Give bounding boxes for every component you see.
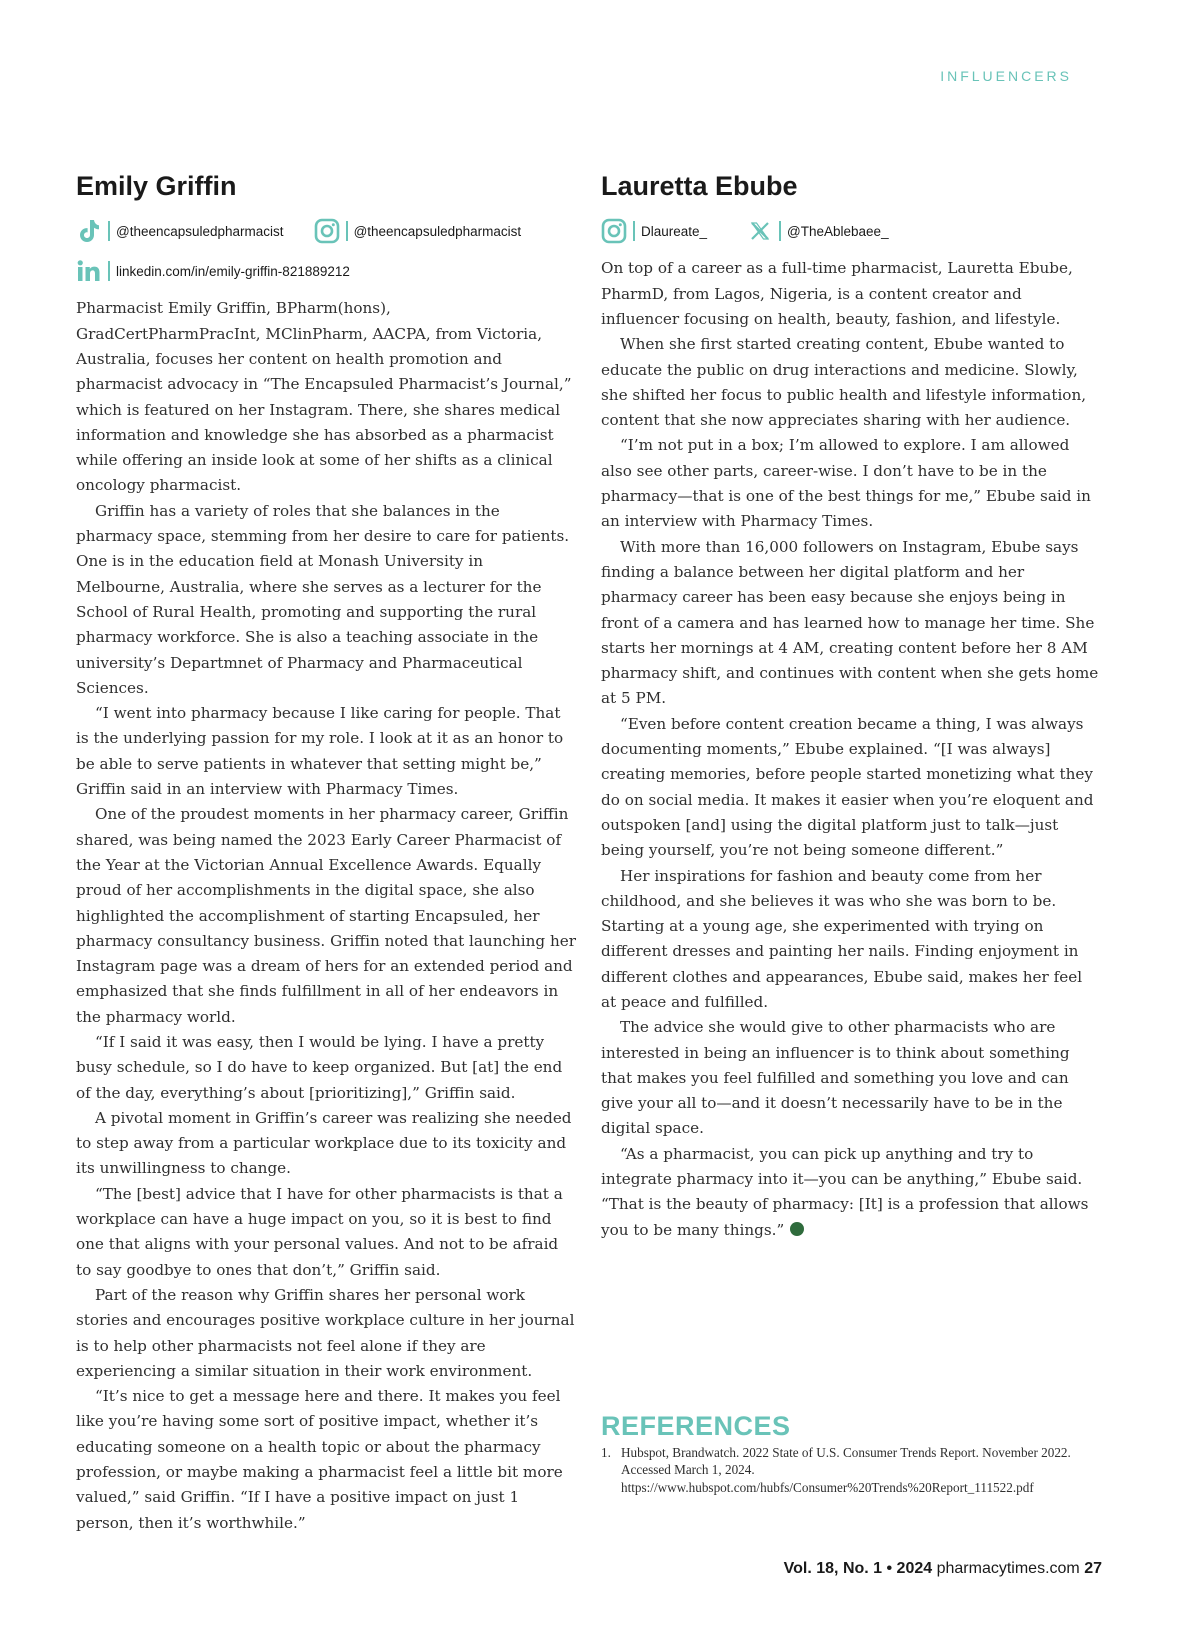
paragraph: “I’m not put in a box; I’m allowed to explore. I am allowed also see other parts, career-wise. I don’t have to be in the pharmacy—that is one of the best things for me,” Ebube said in an interview with Pharmacy Times. — [601, 436, 1091, 531]
references — [601, 1412, 1101, 1496]
paragraph: Part of the reason why Griffin shares her personal work stories and encourages positive workplace culture in her journal is to help other pharmacists not feel alone if they are experiencing a similar situation in their work environment. — [76, 1285, 575, 1380]
paragraph: Griffin has a variety of roles that she balances in the pharmacy space, stemming from her desire to care for patients. One is in the education field at Monash University in Melbourne, Australia, where she serves as a lecturer for the School of Rural Health, promoting and supporting the rural pharmacy workforce. She is also a teaching associate in the university’s Departmnet of Pharmacy and Pharmaceutical Sciences. — [76, 501, 570, 697]
profile-name: Lauretta Ebube — [601, 171, 798, 201]
tiktok-icon — [76, 218, 102, 244]
references-title: REFERENCES — [601, 1411, 791, 1441]
divider — [346, 221, 348, 241]
paragraph: “I went into pharmacy because I like caring for people. That is the underlying passion for my role. I look at it as an honor to be able to serve patients in whatever that setting might be,” Griffin said in an interview with Pharmacy Times. — [76, 704, 564, 799]
instagram-handle[interactable] — [601, 218, 707, 244]
tiktok-handle-text: @theencapsuledpharmacist — [116, 223, 284, 239]
instagram-icon — [314, 218, 340, 244]
x-handle[interactable] — [747, 218, 889, 244]
social-row — [76, 216, 576, 246]
paragraph: One of the proudest moments in her pharmacy career, Griffin shared, was being named the 2023 Early Career Pharmacist of the Year at the Victorian Annual Excellence Awards. Equally proud of her accomplishments in the digital space, she also highlighted the accomplishment of starting Encapsuled, her pharmacy consultancy business. Griffin noted that launching her Instagram page was a dream of hers for an extended period and emphasized that she finds fulfillment in all of her endeavors in the pharmacy world. — [76, 805, 576, 1026]
paragraph: Her inspirations for fashion and beauty come from her childhood, and she believes it was who she was born to be. Starting at a young age, she experimented with trying on different dresses and painting her nails. Finding enjoyment in different clothes and appearances, Ebube said, makes her feel at peace and fulfilled. — [601, 866, 1083, 1011]
instagram-handle-text: Dlaureate_ — [641, 223, 708, 239]
reference-number: 1. — [601, 1444, 611, 1460]
reference-text: Hubspot, Brandwatch. 2022 State of U.S. Consumer Trends Report. November 2022. Accessed March 1, 2024. https://www.hubspot.com/hubfs/Consumer%20Trends%20Report_111522.pdf — [621, 1444, 1071, 1495]
paragraph: When she first started creating content, Ebube wanted to educate the public on drug interactions and medicine. Slowly, she shifted her focus to public health and lifestyle information, content that she now appreciates sharing with her audience. — [601, 335, 1087, 430]
profile-name: Emily Griffin — [76, 171, 237, 201]
instagram-icon — [601, 218, 627, 244]
divider — [779, 221, 781, 241]
paragraph: The advice she would give to other pharmacists who are interested in being an influencer is to think about something that makes you feel fulfilled and something you love and can give your all to—and it doesn’t necessarily have to be in the digital space. — [601, 1018, 1070, 1138]
site-name: pharmacytimes.com — [936, 1560, 1080, 1577]
paragraph: On top of a career as a full-time pharmacist, Lauretta Ebube, PharmD, from Lagos, Nigeria, is a content creator and influencer focusing on health, beauty, fashion, and lifestyle. — [601, 259, 1073, 328]
paragraph-text: “As a pharmacist, you can pick up anything and try to integrate pharmacy into it—you can be anything,” Ebube said. “That is the beauty of pharmacy: [It] is a profession that allows you to be many things.” — [601, 1144, 1089, 1239]
page-number: 27 — [1084, 1560, 1102, 1577]
paragraph: A pivotal moment in Griffin’s career was realizing she needed to step away from a particular workplace due to its toxicity and its unwillingness to change. — [76, 1108, 572, 1178]
section-label: INFLUENCERS — [940, 68, 1072, 84]
instagram-handle-text: @theencapsuledpharmacist — [353, 223, 522, 239]
right-profile — [601, 170, 1101, 1243]
tiktok-handle[interactable] — [76, 218, 284, 244]
divider — [633, 221, 635, 241]
paragraph: With more than 16,000 followers on Instagram, Ebube says finding a balance between her digital platform and her pharmacy career has been easy because she enjoys being in front of a camera and has learned how to manage her time. She starts her mornings at 4 AM, creating content before her 8 AM pharmacy shift, and continues with content when she gets home at 5 PM. — [601, 537, 1099, 708]
x-icon — [747, 218, 773, 244]
paragraph: “If I said it was easy, then I would be lying. I have a pretty busy schedule, so I do have to keep organized. But [at] the end of the day, everything’s about [prioritizing],” Griffin said. — [76, 1033, 563, 1102]
paragraph-last — [601, 1142, 1101, 1243]
x-handle-text: @TheAblebaee_ — [787, 223, 889, 239]
linkedin-handle[interactable] — [76, 258, 350, 284]
volume-info: Vol. 18, No. 1 • 2024 — [783, 1560, 933, 1577]
reference-item — [601, 1444, 1101, 1497]
article-body — [76, 296, 576, 1536]
instagram-handle[interactable] — [314, 218, 522, 244]
divider — [108, 261, 110, 281]
paragraph: “Even before content creation became a thing, I was always documenting moments,” Ebube explained. “[I was always] creating memories, before people started monetizing what they do on social media. It makes it easier when you’re eloquent and outspoken [and] using the digital platform just to talk—just being yourself, you’re not being someone different.” — [601, 714, 1094, 860]
linkedin-handle-text: linkedin.com/in/emily-griffin-821889212 — [116, 263, 350, 279]
social-row — [601, 216, 1101, 246]
paragraph: “The [best] advice that I have for other pharmacists is that a workplace can have a huge impact on you, so it is best to find one that aligns with your personal values. And not to be afraid to say goodbye to ones that don’t,” Griffin said. — [76, 1184, 563, 1279]
paragraph: “It’s nice to get a message here and there. It makes you feel like you’re having some sort of positive impact, whether it’s educating someone on a health topic or about the pharmacy profession, or maybe making a pharmacist feel a little bit more valued,” said Griffin. “If I have a positive impact on just 1 person, then it’s worthwhile.” — [76, 1387, 563, 1532]
divider — [108, 221, 110, 241]
end-of-article-icon — [790, 1222, 804, 1236]
paragraph: Pharmacist Emily Griffin, BPharm(hons), GradCertPharmPracInt, MClinPharm, AACPA, from Victoria, Australia, focuses her content on health promotion and pharmacist advocacy in “The Encapsuled Pharmacist’s Journal,” which is featured on her Instagram. There, she shares medical information and knowledge she has absorbed as a pharmacist while offering an inside look at some of her shifts as a clinical oncology pharmacist. — [76, 299, 572, 495]
linkedin-icon — [76, 258, 102, 284]
social-row — [76, 256, 576, 286]
page-footer — [784, 1560, 1102, 1578]
article-body — [601, 256, 1101, 1243]
left-profile — [76, 170, 576, 1536]
